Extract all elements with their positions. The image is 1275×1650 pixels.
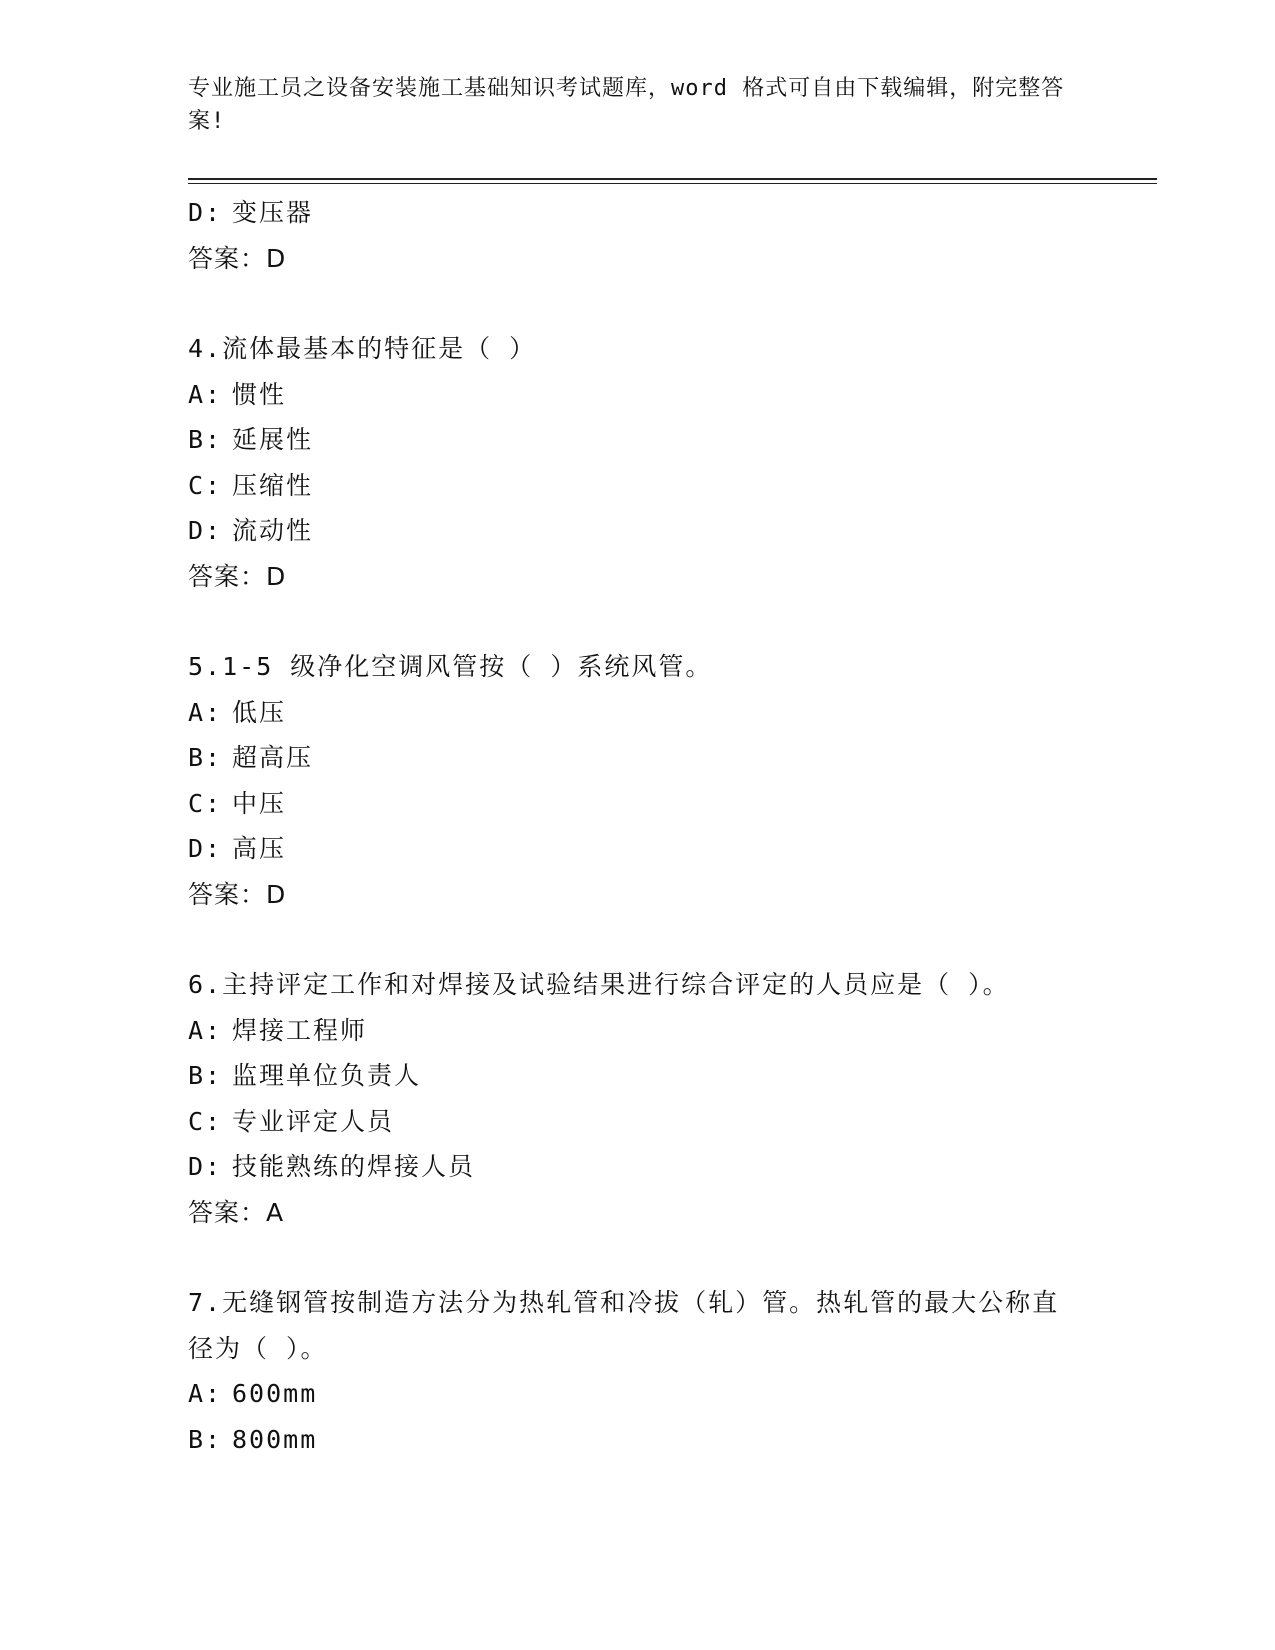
option-text: 监理单位负责人 <box>232 1061 422 1090</box>
spacer <box>188 599 1088 644</box>
option-label: C: <box>188 788 223 818</box>
option-b <box>188 735 1088 781</box>
question-stem: 6.主持评定工作和对焊接及试验结果进行综合评定的人员应是（ ）。 <box>188 970 1010 999</box>
option-text: 流动性 <box>232 516 314 545</box>
option-d <box>188 826 1088 872</box>
option-a <box>188 1008 1088 1054</box>
option-text: 600mm <box>232 1379 318 1408</box>
answer-line: 答案：A <box>188 1197 285 1227</box>
option-label: A: <box>188 1015 223 1045</box>
option-label: D: <box>188 834 223 863</box>
option-text: 800mm <box>232 1424 318 1454</box>
option-a <box>188 372 1088 418</box>
option-c <box>188 463 1088 509</box>
answer-line: 答案：D <box>188 879 287 909</box>
option-label: A: <box>188 379 223 409</box>
option-c <box>188 781 1088 827</box>
spacer <box>188 1235 1088 1280</box>
option-text: 高压 <box>232 834 287 863</box>
option-c <box>188 1099 1088 1145</box>
option-label: C: <box>188 1106 223 1136</box>
option-text: 超高压 <box>232 743 314 772</box>
question-stem: 5.1-5 级净化空调风管按（ ）系统风管。 <box>188 652 713 681</box>
spacer <box>188 281 1088 326</box>
option-label: B: <box>188 425 223 454</box>
option-label: D: <box>188 1152 223 1181</box>
option-text: 中压 <box>232 788 287 818</box>
option-text: 变压器 <box>232 198 314 227</box>
option-d <box>188 190 1088 236</box>
option-b <box>188 417 1088 463</box>
option-text: 惯性 <box>232 379 287 409</box>
header-divider-thick <box>188 178 1157 180</box>
option-text: 技能熟练的焊接人员 <box>232 1152 476 1181</box>
option-a <box>188 1371 1088 1417</box>
option-text: 专业评定人员 <box>232 1106 395 1136</box>
question-stem: 4.流体最基本的特征是（ ） <box>188 334 537 363</box>
option-d <box>188 508 1088 554</box>
option-b <box>188 1053 1088 1099</box>
option-label: A: <box>188 697 223 727</box>
option-label: C: <box>188 470 223 500</box>
option-label: B: <box>188 1061 223 1090</box>
question-list <box>188 190 1088 1462</box>
question-stem: 7.无缝钢管按制造方法分为热轧管和冷拔（轧）管。热轧管的最大公称直径为（ ）。 <box>188 1288 1060 1363</box>
option-label: B: <box>188 1424 223 1454</box>
answer-line: 答案：D <box>188 243 287 273</box>
option-label: A: <box>188 1379 223 1408</box>
option-a <box>188 690 1088 736</box>
answer-line: 答案：D <box>188 561 287 591</box>
option-label: D: <box>188 516 223 545</box>
option-text: 焊接工程师 <box>232 1015 368 1045</box>
option-d <box>188 1144 1088 1190</box>
option-text: 延展性 <box>232 425 314 454</box>
option-label: D: <box>188 198 223 227</box>
option-text: 压缩性 <box>232 470 314 500</box>
header-divider-thin <box>188 183 1157 184</box>
spacer <box>188 917 1088 962</box>
document-header: 专业施工员之设备安装施工基础知识考试题库，word 格式可自由下载编辑，附完整答案! <box>188 76 1065 134</box>
option-text: 低压 <box>232 697 287 727</box>
option-b <box>188 1417 1088 1463</box>
option-label: B: <box>188 743 223 772</box>
